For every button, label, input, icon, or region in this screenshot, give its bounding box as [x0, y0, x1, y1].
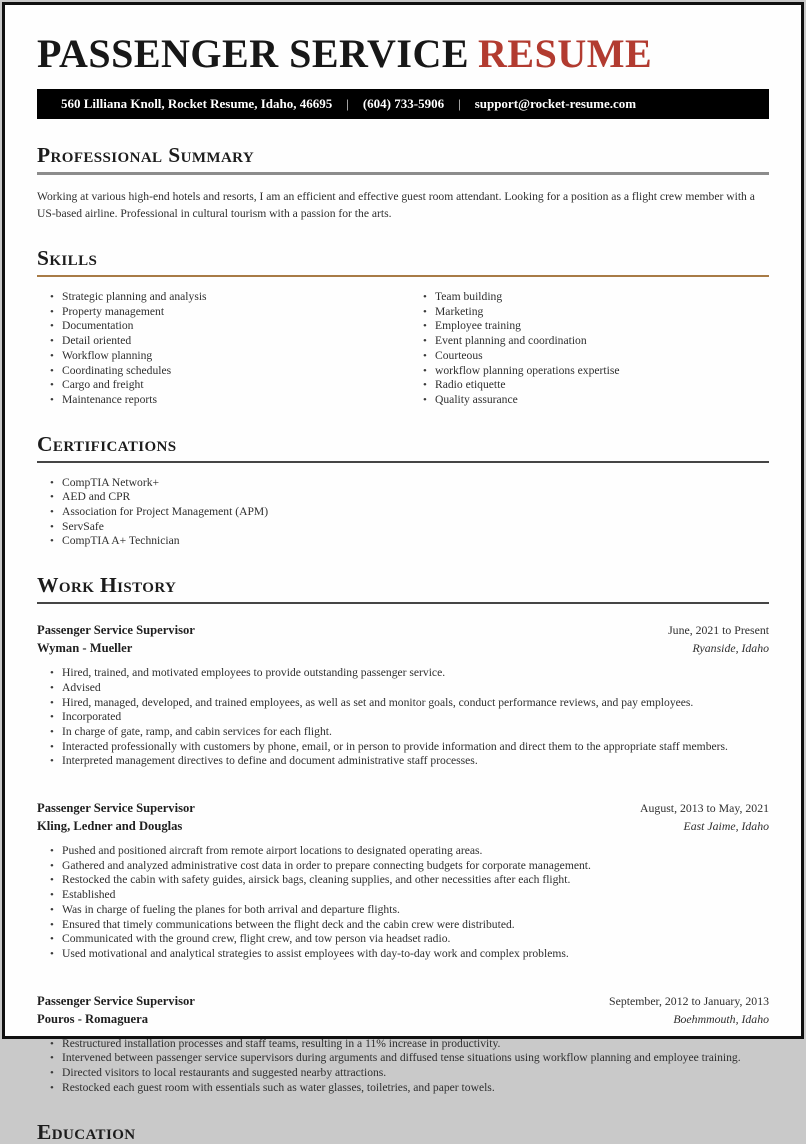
job-entry: [37, 799, 769, 962]
job-header-left: [37, 621, 195, 657]
skill-item: • Team building: [423, 290, 769, 305]
page-title-red: RESUME: [478, 31, 653, 76]
job-entry: [37, 621, 769, 769]
job-bullet: • Restocked each guest room with essentials such as water glasses, toiletries, and paper towels.: [50, 1081, 769, 1096]
skill-item: • Workflow planning: [50, 349, 410, 364]
certifications-list: [37, 476, 769, 550]
job-bullet: • Interacted professionally with customers by phone, email, or in person to provide information and direct them to the appropriate staff members.: [50, 740, 769, 755]
skill-item: • Cargo and freight: [50, 378, 410, 393]
job-header: [37, 799, 769, 835]
work-history-section-heading: Work History: [37, 573, 177, 598]
skill-item: • Strategic planning and analysis: [50, 290, 410, 305]
job-header: [37, 621, 769, 657]
certifications-section-divider: [37, 461, 769, 463]
job-bullet: • Advised: [50, 681, 769, 696]
job-company: Wyman - Mueller: [37, 641, 133, 656]
job-header-left: [37, 992, 195, 1028]
job-bullet: • Communicated with the ground crew, flight crew, and tow person via headset radio.: [50, 932, 769, 947]
job-company: Kling, Ledner and Douglas: [37, 819, 183, 834]
skills-section-heading: Skills: [37, 246, 98, 270]
skills-list-right: [410, 290, 769, 408]
resume-page: [2, 2, 804, 1144]
summary-text: Working at various high-end hotels and resorts, I am an efficient and effective guest room attendant. Looking for a position as a flight crew member with a US-based airline. Professional in cultural tourism with a passion for the arts.: [37, 190, 755, 220]
job-dates: September, 2012 to January, 2013: [609, 993, 769, 1008]
job-header: [37, 992, 769, 1028]
job-title: Passenger Service Supervisor: [37, 993, 195, 1008]
summary-section-heading: Professional Summary: [37, 143, 255, 167]
job-location: Boehmmouth, Idaho: [673, 1011, 769, 1026]
certification-item: • ServSafe: [50, 520, 769, 535]
skill-item: • Courteous: [423, 349, 769, 364]
job-bullet: • Used motivational and analytical strategies to assist employees with day-to-day work and complex problems.: [50, 947, 769, 962]
skills-columns: [37, 277, 769, 408]
job-header-right: [609, 992, 769, 1028]
education-section-heading: Education: [37, 1119, 136, 1144]
job-dates: June, 2021 to Present: [668, 623, 769, 638]
job-bullet: • In charge of gate, ramp, and cabin services for each flight.: [50, 725, 769, 740]
skill-item: • Detail oriented: [50, 334, 410, 349]
skill-item: • Documentation: [50, 319, 410, 334]
certification-item: • Association for Project Management (APM): [50, 505, 769, 520]
job-dates: August, 2013 to May, 2021: [640, 801, 769, 816]
page-title-black: PASSENGER SERVICE: [37, 31, 470, 76]
job-header-left: [37, 799, 195, 835]
contact-address: 560 Lilliana Knoll, Rocket Resume, Idaho, 46695: [61, 96, 333, 111]
job-bullet: • Gathered and analyzed administrative cost data in order to prepare connecting budgets for corporate management.: [50, 859, 769, 874]
skill-item: • Radio etiquette: [423, 378, 769, 393]
certification-item: • CompTIA Network+: [50, 476, 769, 491]
skill-item: • Property management: [50, 305, 410, 320]
job-location: East Jaime, Idaho: [683, 819, 769, 834]
job-bullet: • Restocked the cabin with safety guides, airsick bags, cleaning supplies, and other necessities after each flight.: [50, 873, 769, 888]
job-bullet-list: [37, 666, 769, 769]
job-company: Pouros - Romaguera: [37, 1011, 149, 1026]
job-bullet: • Was in charge of fueling the planes for both arrival and departure flights.: [50, 903, 769, 918]
contact-phone: (604) 733-5906: [362, 96, 445, 111]
contact-separator: |: [346, 96, 349, 111]
job-header-right: [668, 621, 769, 657]
job-bullet: • Directed visitors to local restaurants and suggested nearby attractions.: [50, 1066, 769, 1081]
skill-item: • workflow planning operations expertise: [423, 364, 769, 379]
certification-item: • AED and CPR: [50, 490, 769, 505]
job-bullet: • Intervened between passenger service supervisors during arguments and diffused tense situations using workflow planning and employee training.: [50, 1051, 769, 1066]
job-entry: [37, 992, 769, 1096]
contact-email: support@rocket-resume.com: [474, 96, 637, 111]
skill-item: • Coordinating schedules: [50, 364, 410, 379]
job-bullet: • Ensured that timely communications between the flight deck and the cabin crew were distributed.: [50, 918, 769, 933]
skill-item: • Quality assurance: [423, 393, 769, 408]
job-bullet-list: [37, 1037, 769, 1096]
job-header-right: [640, 799, 769, 835]
work-history-section-divider: [37, 602, 769, 604]
job-title: Passenger Service Supervisor: [37, 623, 195, 638]
skill-item: • Marketing: [423, 305, 769, 320]
job-bullet: • Established: [50, 888, 769, 903]
contact-bar: [37, 89, 769, 119]
skill-item: • Employee training: [423, 319, 769, 334]
certification-item: • CompTIA A+ Technician: [50, 534, 769, 549]
summary-section-divider: [37, 172, 769, 175]
job-location: Ryanside, Idaho: [692, 641, 769, 656]
job-bullet: • Interpreted management directives to define and document administrative staff processes.: [50, 754, 769, 769]
job-bullet: • Pushed and positioned aircraft from remote airport locations to designated operating areas.: [50, 844, 769, 859]
page-title: [37, 33, 769, 75]
skill-item: • Event planning and coordination: [423, 334, 769, 349]
contact-separator: |: [458, 96, 461, 111]
skills-list-left: [37, 290, 410, 408]
skill-item: • Maintenance reports: [50, 393, 410, 408]
job-title: Passenger Service Supervisor: [37, 801, 195, 816]
job-bullet: • Hired, managed, developed, and trained employees, as well as set and monitor goals, conduct performance reviews, and pay employees.: [50, 696, 769, 711]
certifications-section-heading: Certifications: [37, 431, 177, 456]
job-bullet: • Hired, trained, and motivated employees to provide outstanding passenger service.: [50, 666, 769, 681]
job-bullet-list: [37, 844, 769, 962]
job-bullet: • Restructured installation processes and staff teams, resulting in a 11% increase in productivity.: [50, 1037, 769, 1052]
job-bullet: • Incorporated: [50, 710, 769, 725]
